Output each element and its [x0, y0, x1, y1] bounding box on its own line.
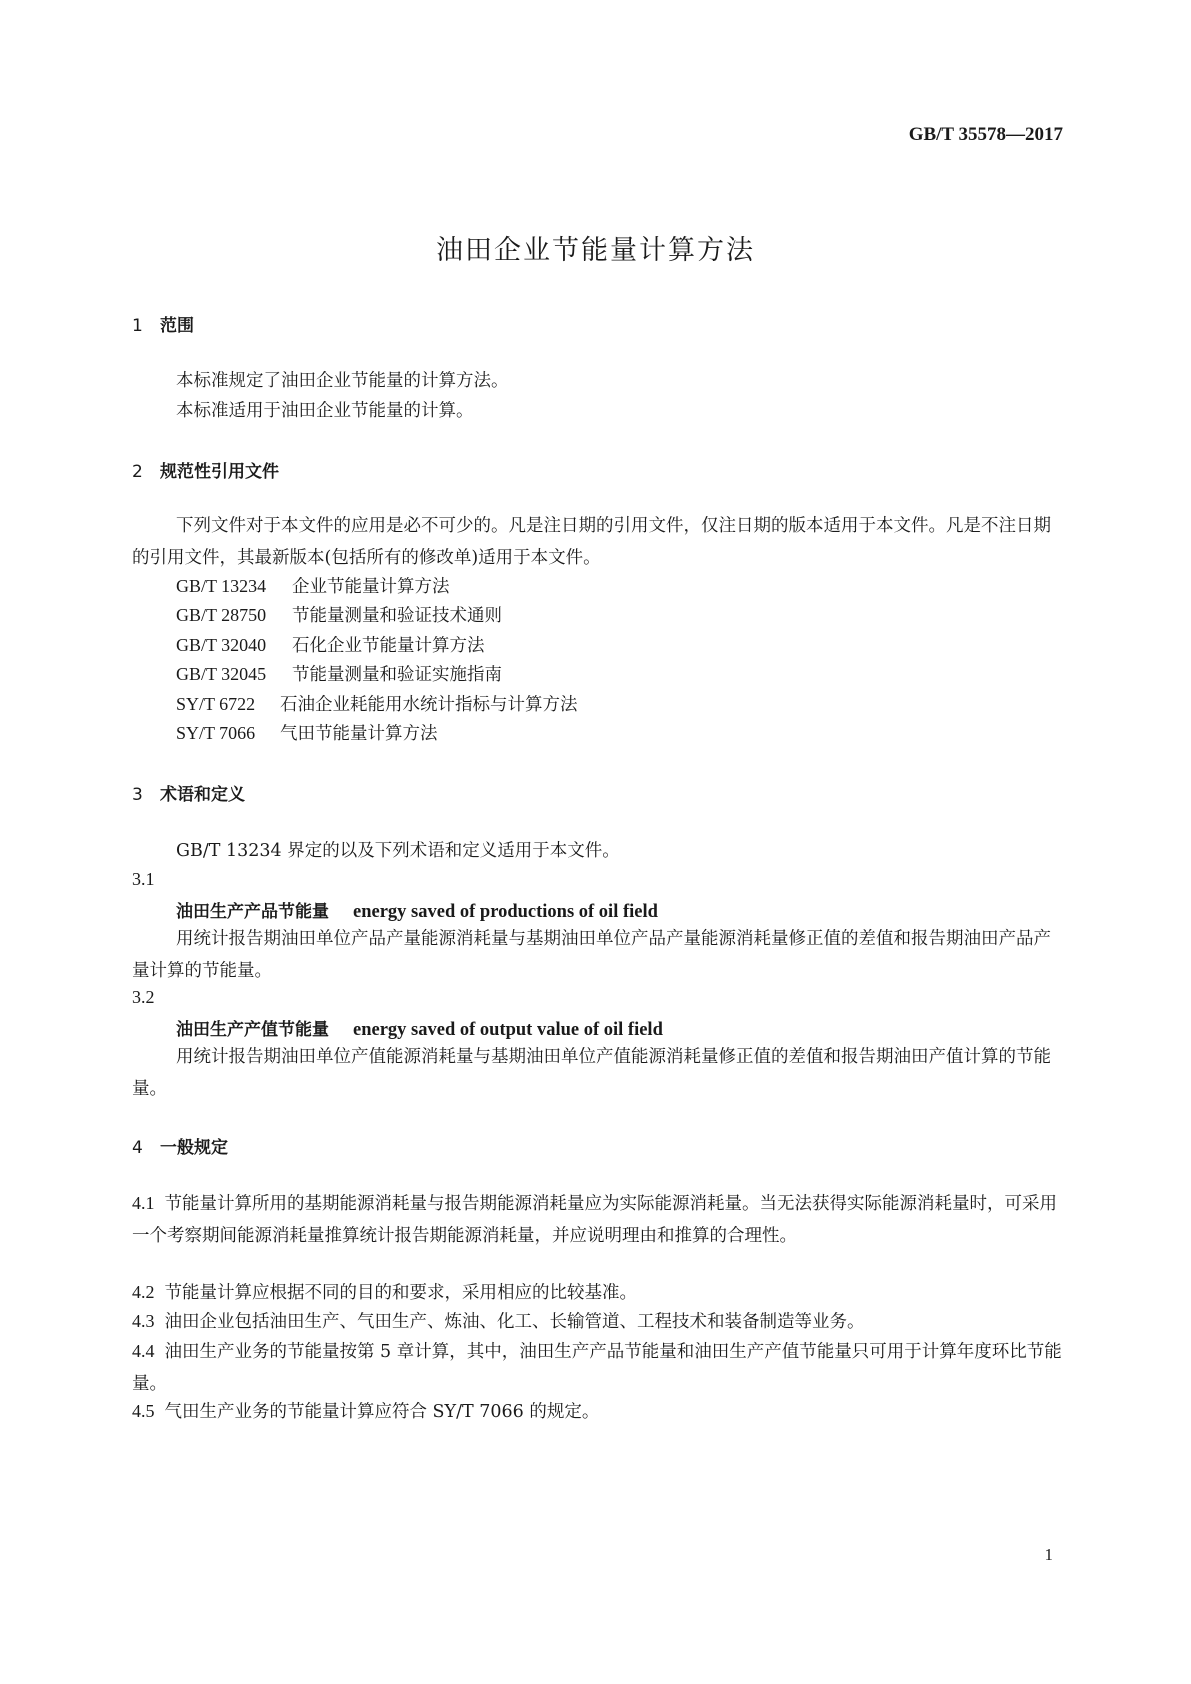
section-2-heading: 2 规范性引用文件	[132, 462, 279, 482]
term-title: 油田生产产品节能量 energy saved of productions of oil field	[176, 902, 658, 922]
reference-item: GB/T 13234 企业节能量计算方法	[176, 576, 450, 597]
standard-number: GB/T 35578—2017	[908, 124, 1063, 145]
term-definition: 用统计报告期油田单位产值能源消耗量与基期油田单位产值能源消耗量修正值的差值和报告期油田产值计算的节能量。	[132, 1047, 1051, 1099]
term-title: 油田生产产值节能量 energy saved of output value of oil field	[176, 1020, 663, 1040]
term-number: 3.2	[132, 987, 155, 1007]
reference-item: SY/T 7066 气田节能量计算方法	[176, 723, 438, 744]
clause-4-1: 4.1 节能量计算所用的基期能源消耗量与报告期能源消耗量应为实际能源消耗量。当无法获得实际能源消耗量时，可采用一个考察期间能源消耗量推算统计报告期能源消耗量，并应说明理由和推算的合理性。	[132, 1193, 1057, 1246]
clause-4-5: 4.5 气田生产业务的节能量计算应符合 SY/T 7066 的规定。	[132, 1401, 600, 1422]
paragraph: GB/T 13234 界定的以及下列术语和定义适用于本文件。	[176, 841, 620, 861]
section-1-heading: 1 范围	[132, 316, 194, 336]
document-title: 油田企业节能量计算方法	[436, 235, 755, 266]
clause-4-4: 4.4 油田生产业务的节能量按第 5 章计算，其中，油田生产产品节能量和油田生产产值节能量只可用于计算年度环比节能量。	[132, 1341, 1062, 1394]
term-number: 3.1	[132, 869, 155, 889]
page-number: 1	[1044, 1545, 1053, 1564]
clause-4-3: 4.3 油田企业包括油田生产、气田生产、炼油、化工、长输管道、工程技术和装备制造等业务。	[132, 1311, 865, 1332]
section-4-heading: 4 一般规定	[132, 1138, 228, 1158]
paragraph: 下列文件对于本文件的应用是必不可少的。凡是注日期的引用文件，仅注日期的版本适用于本文件。凡是不注日期的引用文件，其最新版本(包括所有的修改单)适用于本文件。	[132, 516, 1051, 568]
reference-item: GB/T 32045 节能量测量和验证实施指南	[176, 664, 502, 685]
paragraph: 本标准规定了油田企业节能量的计算方法。	[176, 371, 509, 391]
term-definition: 用统计报告期油田单位产品产量能源消耗量与基期油田单位产品产量能源消耗量修正值的差值和报告期油田产品产量计算的节能量。	[132, 929, 1051, 981]
reference-item: GB/T 28750 节能量测量和验证技术通则	[176, 605, 502, 626]
clause-4-2: 4.2 节能量计算应根据不同的目的和要求，采用相应的比较基准。	[132, 1282, 637, 1303]
paragraph: 本标准适用于油田企业节能量的计算。	[176, 401, 474, 421]
section-3-heading: 3 术语和定义	[132, 785, 245, 805]
reference-item: GB/T 32040 石化企业节能量计算方法	[176, 635, 485, 656]
reference-item: SY/T 6722 石油企业耗能用水统计指标与计算方法	[176, 694, 578, 715]
